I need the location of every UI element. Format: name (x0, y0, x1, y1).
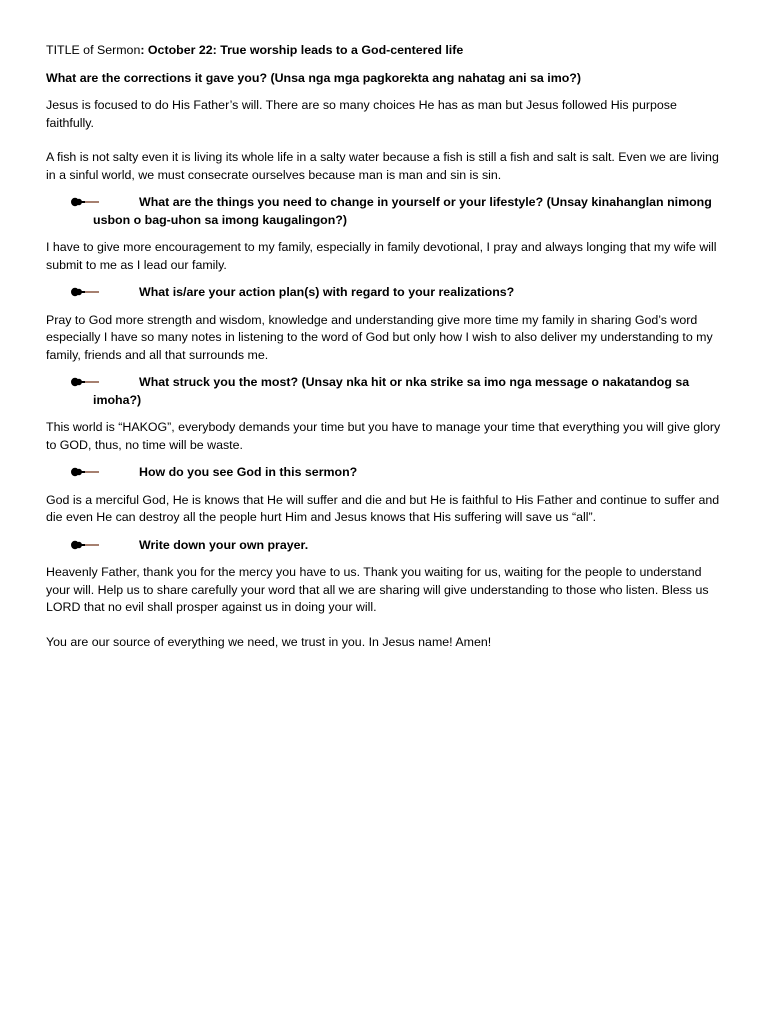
prayer-answer-2: You are our source of everything we need, we trust in you. In Jesus name! Amen! (46, 634, 492, 649)
sermon-title-label: TITLE of Sermon (46, 43, 141, 57)
guitar-bullet-icon (70, 376, 100, 388)
change-question-text: What are the things you need to change in yourself or your lifestyle? (Unsay kinahanglan nimong usbon o bag-uhon sa imong kaugalingon?) (93, 195, 712, 227)
prayer-question (46, 537, 726, 555)
guitar-bullet-icon (70, 286, 100, 298)
struck-question-text: What struck you the most? (Unsay nka hit or nka strike sa imo nga message o nakatandog sa imoha?) (93, 375, 690, 407)
corrections-answer-2: A fish is not salty even it is living its whole life in a salty water because a fish is still a fish and salt is salt. Even we are living in a sinful world, we must consecrate ourselves because man is man and sin is sin. (46, 150, 719, 182)
action-plan-answer: Pray to God more strength and wisdom, knowledge and understanding give more time my family in sharing God’s word especially I have so many notes in listening to the word of God but only how I wish to also deliver my understanding to my family, friends and all that surrounds me. (46, 312, 713, 362)
sermon-title-line (46, 42, 726, 60)
corrections-answer-1: Jesus is focused to do His Father’s will. There are so many choices He has as man but Jesus followed His purpose faithfully. (46, 98, 677, 130)
change-answer: I have to give more encouragement to my family, especially in family devotional, I pray and always longing that my wife will submit to me as I lead our family. (46, 240, 717, 272)
see-god-question-text: How do you see God in this sermon? (139, 465, 358, 479)
guitar-bullet-icon (70, 196, 100, 208)
sermon-title-value: October 22: True worship leads to a God-centered life (147, 43, 464, 57)
struck-question (46, 374, 726, 409)
struck-answer: This world is “HAKOG”, everybody demands your time but you have to manage your time that everything you will give glory to GOD, thus, no time will be waste. (46, 420, 721, 452)
prayer-answer-1: Heavenly Father, thank you for the mercy you have to us. Thank you waiting for us, waiting for the people to understand your will. Help us to share carefully your word that all we are sharing will give understanding to those who listen. Bless us LORD that no evil shall prosper against us in doing your will. (46, 565, 709, 614)
guitar-bullet-icon (70, 539, 100, 551)
action-plan-question (46, 284, 726, 302)
corrections-question: What are the corrections it gave you? (Unsa nga mga pagkorekta ang nahatag ani sa imo?) (46, 70, 581, 85)
change-question (46, 194, 726, 229)
guitar-bullet-icon (70, 466, 100, 478)
see-god-question (46, 464, 726, 482)
sermon-title-colon: : (140, 43, 148, 57)
see-god-answer: God is a merciful God, He is knows that He will suffer and die and but He is faithful to His Father and continue to suffer and die even He can destroy all the people hurt Him and Jesus knows that His suffering will save us “all”. (46, 492, 720, 524)
document-page (46, 42, 726, 661)
action-plan-question-text: What is/are your action plan(s) with regard to your realizations? (139, 285, 515, 299)
prayer-question-text: Write down your own prayer. (139, 537, 309, 552)
